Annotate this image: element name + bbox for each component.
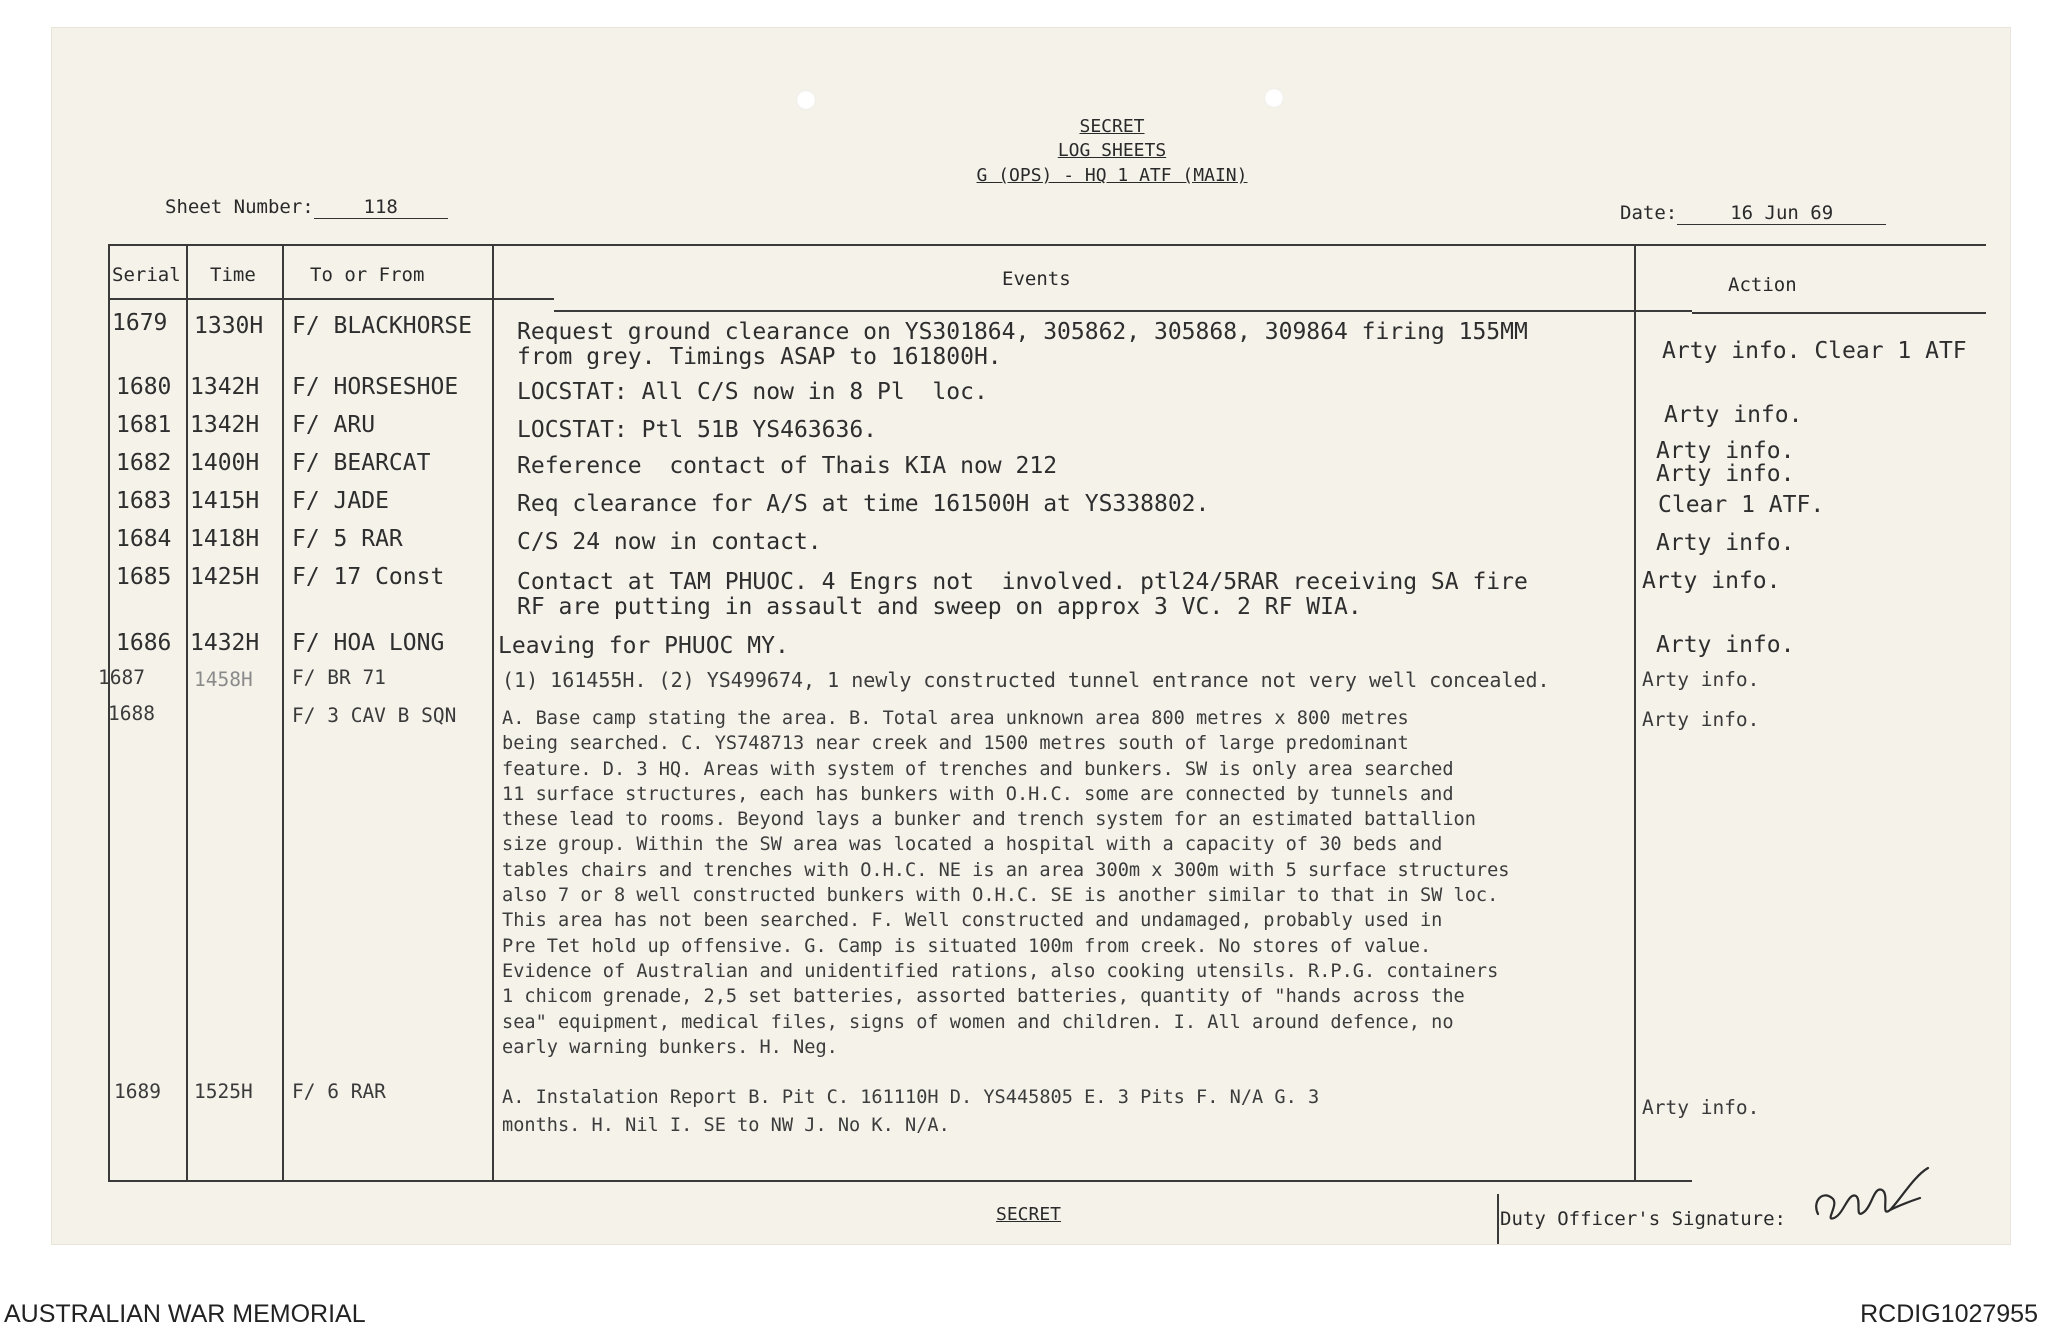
events-cell: A. Base camp stating the area. B. Total area unknown area 800 metres x 800 metres being searched. C. YS748713 near creek and 1500 metres south of large predominant feature. D. 3 HQ. Areas with system of trenches and bunkers. SW is only area searched 11 surface structures, each has bunkers with O.H.C. some are connected by tunnels and these lead to rooms. Beyond lays a bunker and trench system for an estimated battallion size group. Within the SW area was located a hospital with a capacity of 30 beds and tables chairs and trenches with O.H.C. NE is an area 300m x 300m with 5 surface structures also 7 or 8 well constructed bunkers with O.H.C. SE is another similar to that in SW loc. This area has not been searched. F. Well constructed and undamaged, probably used in Pre Tet hold up offensive. G. Camp is situated 100m from creek. No stores of value. Evidence of Australian and unidentified rations, also cooking utensils. R.P.G. containers 1 chicom grenade, 2,5 set batteries, assorted batteries, quantity of "hands across the sea" equipment, medical files, signs of women and children. I. All around defence, no early warning bunkers. H. Neg.: [502, 708, 1510, 1058]
archive-institution: AUSTRALIAN WAR MEMORIAL: [4, 1300, 366, 1328]
to-from-cell: F/ 17 Const: [292, 564, 445, 590]
footer-classification: SECRET: [996, 1204, 1062, 1225]
serial-cell: 1682: [116, 450, 172, 476]
to-from-cell: F/ BR 71: [292, 666, 386, 689]
serial-cell: 1684: [116, 526, 172, 552]
time-cell: 1342H: [190, 412, 260, 438]
serial-cell: 1683: [116, 488, 172, 514]
header-serial: Serial: [112, 264, 181, 286]
time-cell: 1425H: [190, 564, 260, 590]
divider-to-events: [492, 244, 494, 1180]
action-cell: Arty info.: [1656, 530, 1795, 556]
events-cell: Leaving for PHUOC MY.: [498, 633, 789, 659]
action-cell: Arty info.: [1642, 568, 1781, 594]
action-cell: Arty info.: [1664, 402, 1803, 428]
action-cell: Arty info.: [1642, 708, 1760, 731]
serial-cell: 1679: [112, 310, 168, 336]
table-top-rule: [108, 244, 1986, 246]
to-from-cell: F/ JADE: [292, 488, 389, 514]
action-cell: Clear 1 ATF.: [1658, 492, 1825, 518]
log-date: [1620, 202, 1886, 225]
divider-time-to: [282, 244, 284, 1180]
to-from-cell: F/ HORSESHOE: [292, 374, 459, 400]
header-rule-left: [108, 298, 554, 300]
to-from-cell: F/ BLACKHORSE: [292, 313, 473, 339]
events-cell: LOCSTAT: All C/S now in 8 Pl loc.: [517, 379, 988, 405]
divider-events-action: [1634, 244, 1636, 1180]
time-cell: 1415H: [190, 488, 260, 514]
header-action: Action: [1728, 274, 1797, 296]
serial-cell: 1685: [116, 564, 172, 590]
time-cell: 1330H: [194, 313, 264, 339]
events-cell: Contact at TAM PHUOC. 4 Engrs not involved. ptl24/5RAR receiving SA fire RF are putting in assault and sweep on approx 3 VC. 2 RF WIA.: [517, 569, 1528, 620]
serial-cell: 1681: [116, 412, 172, 438]
punch-hole-right: [1264, 88, 1284, 108]
header-time: Time: [210, 264, 256, 286]
events-cell: Reference contact of Thais KIA now 212: [517, 453, 1058, 479]
punch-hole-left: [796, 90, 816, 110]
events-cell: Req clearance for A/S at time 161500H at YS338802.: [517, 491, 1210, 517]
to-from-cell: F/ 3 CAV B SQN: [292, 704, 457, 727]
serial-cell: 1688: [108, 702, 155, 725]
divider-serial-time: [186, 244, 188, 1180]
events-cell: Request ground clearance on YS301864, 305862, 305868, 309864 firing 155MM from grey. Timings ASAP to 161800H.: [517, 319, 1528, 370]
serial-cell: 1686: [116, 630, 172, 656]
signature-box-rule: [1497, 1194, 1499, 1244]
date-value: 16 Jun 69: [1677, 202, 1886, 225]
serial-cell: 1680: [116, 374, 172, 400]
events-cell: A. Instalation Report B. Pit C. 161110H D. YS445805 E. 3 Pits F. N/A G. 3 months. H. Nil I. SE to NW J. No K. N/A.: [502, 1087, 1320, 1136]
to-from-cell: F/ HOA LONG: [292, 630, 445, 656]
archive-reference: RCDIG1027955: [1860, 1300, 2038, 1328]
time-cell: 1525H: [194, 1080, 253, 1103]
signature-label: Duty Officer's Signature:: [1500, 1208, 1786, 1230]
serial-cell: 1689: [114, 1080, 161, 1103]
sheet-number-label: Sheet Number:: [165, 196, 314, 218]
to-from-cell: F/ 6 RAR: [292, 1080, 386, 1103]
header-rule-action: [1692, 312, 1986, 314]
events-cell: C/S 24 now in contact.: [517, 529, 822, 555]
serial-cell: 1687: [98, 666, 145, 689]
time-cell: 1418H: [190, 526, 260, 552]
header-to-from: To or From: [310, 264, 425, 286]
to-from-cell: F/ 5 RAR: [292, 526, 403, 552]
action-cell: Arty info.: [1656, 632, 1795, 658]
action-cell: Arty info.: [1642, 668, 1760, 691]
unit-title: G (OPS) - HQ 1 ATF (MAIN): [976, 165, 1248, 186]
time-cell: 1400H: [190, 450, 260, 476]
sheet-number: [165, 196, 448, 219]
date-label: Date:: [1620, 202, 1678, 224]
document-title: LOG SHEETS: [1057, 140, 1167, 161]
log-sheet-paper: [52, 28, 2010, 1244]
header-events: Events: [1002, 268, 1071, 290]
time-cell: 1458H: [194, 668, 253, 691]
classification-header: SECRET: [1079, 116, 1145, 137]
sheet-number-value: 118: [314, 196, 448, 219]
action-cell: Arty info.: [1642, 1096, 1760, 1119]
events-cell: LOCSTAT: Ptl 51B YS463636.: [517, 417, 878, 443]
time-cell: 1342H: [190, 374, 260, 400]
duty-officer-signature: [1810, 1162, 1940, 1232]
time-cell: 1432H: [190, 630, 260, 656]
to-from-cell: F/ BEARCAT: [292, 450, 431, 476]
to-from-cell: F/ ARU: [292, 412, 376, 438]
table-bottom-rule: [108, 1180, 1692, 1182]
action-cell: Arty info. Clear 1 ATF: [1662, 338, 1967, 364]
header-rule-events: [554, 310, 1692, 312]
events-cell: (1) 161455H. (2) YS499674, 1 newly constructed tunnel entrance not very well concealed.: [502, 668, 1550, 692]
action-cell: Arty info. Arty info.: [1656, 438, 1795, 487]
